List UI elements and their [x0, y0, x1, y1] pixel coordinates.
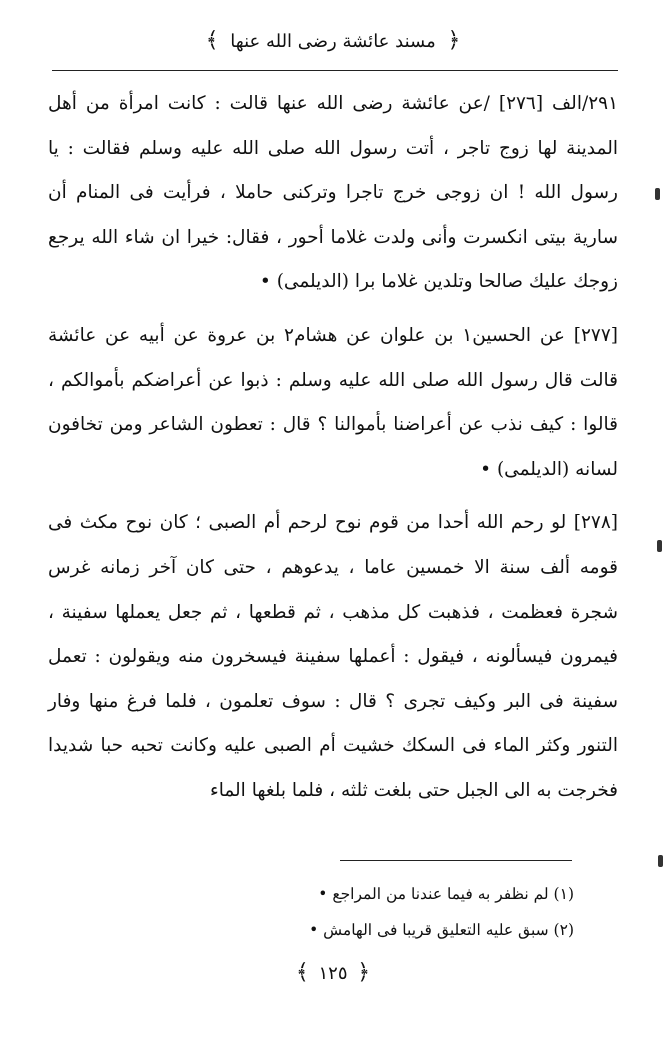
- margin-mark: [658, 855, 663, 867]
- main-text: [48, 82, 618, 814]
- page-number: [0, 960, 666, 985]
- hadith-paragraph-278: [٢٧٨] لو رحم الله أحدا من قوم نوح لرحم أم الصبى ؛ كان نوح مكث فى قومه ألف سنة الا خمسين عاما ، يدعوهم ، حتى كان آخر زمانه غرس شجرة فعظمت ، فذهبت كل مذهب ، ثم قطعها ، ثم جعل يعملها سفينة ، فيمرون فيسألونه ، فيقول : أعملها سفينة فيسخرون منه ويقولون : تعمل سفينة فى البر وكيف تجرى ؟ قال : سوف تعلمون ، فلما فرغ منها وفار التنور وكثر الماء فى السكك خشيت أم الصبى عليه وكانت تحبه حبا شديدا فخرجت به الى الجبل حتى بلغت ثلثه ، فلما بلغها الماء: [48, 512, 618, 801]
- footnote-rule: [340, 860, 572, 861]
- running-header: [0, 28, 666, 53]
- margin-mark: [657, 540, 662, 552]
- header-brace-close: ﴾: [205, 28, 219, 53]
- page-number-brace-close: ﴾: [295, 960, 309, 985]
- header-brace-open: ﴿: [447, 28, 461, 53]
- margin-mark: [655, 188, 660, 200]
- footnote-2: (٢) سبق عليه التعليق قريبا فى الهامش •: [309, 921, 574, 939]
- hadith-paragraph-276: ٢٩١/الف [٢٧٦] /عن عائشة رضى الله عنها قالت : كانت امرأة من أهل المدينة لها زوج تاجر ، أتت رسول الله صلى الله عليه وسلم فقالت : يا رسول الله ! ان زوجى خرج تاجرا وتركنى حاملا ، فرأيت فى المنام أن سارية بيتى انكسرت وأنى ولدت غلاما أحور ، فقال: خيرا ان شاء الله يرجع زوجك عليك صالحا وتلدين غلاما برا (الديلمى) •: [48, 93, 619, 293]
- page-number-value: ١٢٥: [318, 963, 348, 984]
- hadith-paragraph-277: [٢٧٧] عن الحسين١ بن علوان عن هشام٢ بن عروة عن أبيه عن عائشة قالت قال رسول الله صلى الله عليه وسلم : ذبوا عن أعراضكم بأموالكم ، قالوا : كيف نذب عن أعراضنا بأموالنا ؟ قال : تعطون الشاعر ومن تخافون لسانه (الديلمى) •: [48, 324, 618, 480]
- header-title: مسند عائشة رضى الله عنها: [230, 31, 436, 52]
- page-number-brace-open: ﴿: [357, 960, 371, 985]
- footnotes: [48, 876, 574, 948]
- header-rule: [52, 70, 618, 71]
- footnote-1: (١) لم نظفر به فيما عندنا من المراجع •: [318, 885, 574, 903]
